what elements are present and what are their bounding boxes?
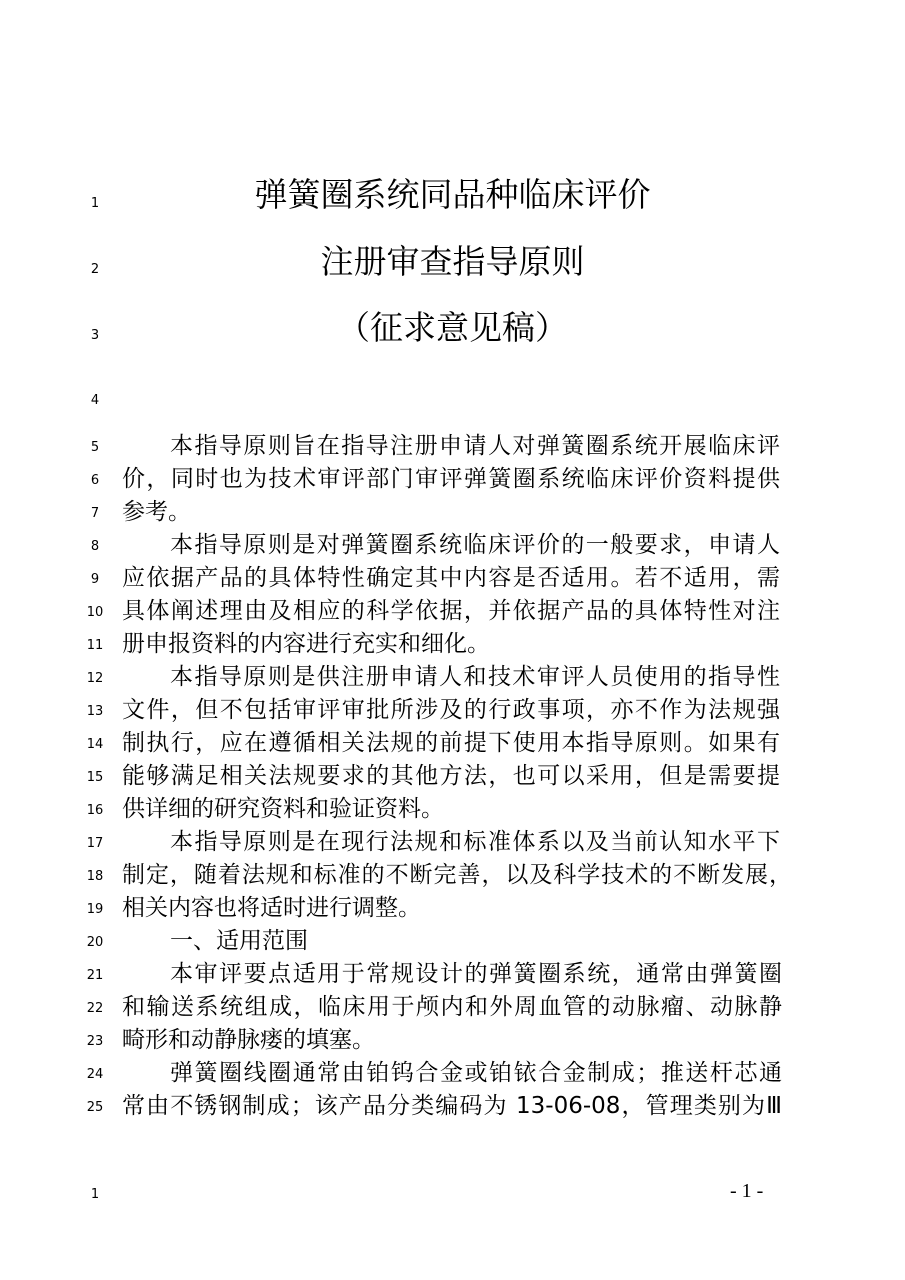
line-number: 11 <box>86 638 104 653</box>
paragraph-line: 相关内容也将适时进行调整。 <box>122 895 421 921</box>
paragraph-line: 制执行，应在遵循相关法规的前提下使用本指导原则。如果有 <box>122 730 780 756</box>
line-number: 25 <box>86 1100 104 1115</box>
paragraph-line: 本指导原则是对弹簧圈系统临床评价的一般要求，申请人 <box>170 532 780 558</box>
line-number: 17 <box>86 836 104 851</box>
paragraph-line: 具体阐述理由及相应的科学依据，并依据产品的具体特性对注 <box>122 598 780 624</box>
line-number: 7 <box>90 506 100 521</box>
line-number: 10 <box>86 605 104 620</box>
line-number: 13 <box>86 704 104 719</box>
line-number: 15 <box>86 770 104 785</box>
paragraph-line: 参考。 <box>122 499 191 525</box>
line-number: 16 <box>86 803 104 818</box>
document-subtitle: （征求意见稿） <box>337 308 568 347</box>
line-number: 14 <box>86 737 104 752</box>
section-heading: 一、适用范围 <box>170 928 308 954</box>
line-number: 12 <box>86 671 104 686</box>
page-number: - 1 - <box>730 1180 764 1202</box>
paragraph-line: 弹簧圈线圈通常由铂钨合金或铂铱合金制成；推送杆芯通 <box>170 1060 782 1086</box>
line-number: 19 <box>86 902 104 917</box>
paragraph-line: 册申报资料的内容进行充实和细化。 <box>122 631 490 657</box>
document-title-line-1: 弹簧圈系统同品种临床评价 <box>254 175 651 214</box>
line-number: 21 <box>86 968 104 983</box>
line-number: 3 <box>90 328 100 343</box>
paragraph-line: 应依据产品的具体特性确定其中内容是否适用。若不适用，需 <box>122 565 780 591</box>
paragraph-line: 本指导原则是供注册申请人和技术审评人员使用的指导性 <box>170 664 780 690</box>
line-number: 4 <box>90 393 100 408</box>
paragraph-line: 本指导原则是在现行法规和标准体系以及当前认知水平下 <box>170 829 780 855</box>
line-number: 9 <box>90 572 100 587</box>
line-number: 6 <box>90 473 100 488</box>
line-number: 20 <box>86 935 104 950</box>
paragraph-line: 能够满足相关法规要求的其他方法，也可以采用，但是需要提 <box>122 763 780 789</box>
line-number: 5 <box>90 440 100 455</box>
line-number: 2 <box>90 262 100 277</box>
paragraph-line: 文件，但不包括审评审批所涉及的行政事项，亦不作为法规强 <box>122 697 780 723</box>
paragraph-line: 供详细的研究资料和验证资料。 <box>122 796 444 822</box>
line-number: 18 <box>86 869 104 884</box>
paragraph-line: 常由不锈钢制成；该产品分类编码为 13-06-08，管理类别为Ⅲ <box>122 1093 782 1119</box>
document-title-line-2: 注册审查指导原则 <box>320 242 585 281</box>
footer-line-number: 1 <box>90 1187 100 1202</box>
line-number: 23 <box>86 1034 104 1049</box>
paragraph-line: 制定，随着法规和标准的不断完善，以及科学技术的不断发展， <box>122 862 792 888</box>
line-number: 8 <box>90 539 100 554</box>
line-number: 1 <box>90 196 100 211</box>
paragraph-line: 本指导原则旨在指导注册申请人对弹簧圈系统开展临床评 <box>170 433 780 459</box>
paragraph-line: 价，同时也为技术审评部门审评弹簧圈系统临床评价资料提供 <box>122 466 780 492</box>
line-number: 22 <box>86 1001 104 1016</box>
paragraph-line: 本审评要点适用于常规设计的弹簧圈系统，通常由弹簧圈 <box>170 961 782 987</box>
paragraph-line: 和输送系统组成，临床用于颅内和外周血管的动脉瘤、动脉静 <box>122 994 782 1020</box>
paragraph-line: 畸形和动静脉瘘的填塞。 <box>122 1027 375 1053</box>
line-number: 24 <box>86 1067 104 1082</box>
